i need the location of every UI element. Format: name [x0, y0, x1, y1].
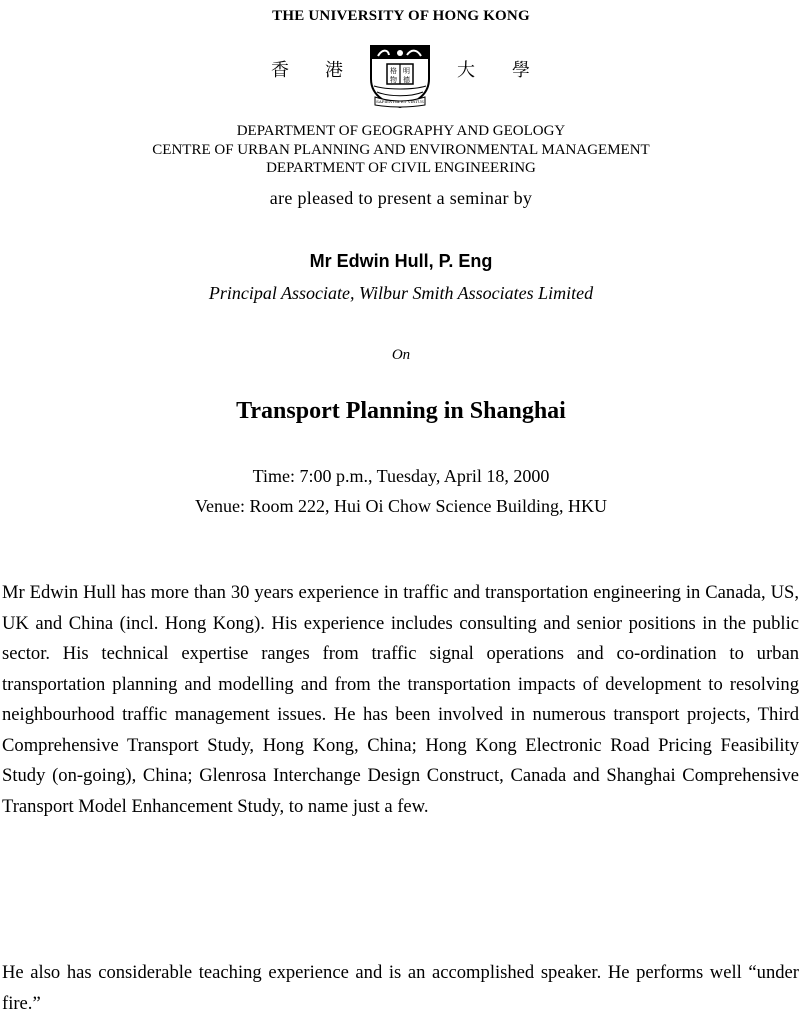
chinese-char-4: 學 [512, 60, 530, 81]
on-label: On [391, 347, 411, 363]
speaker-role: Principal Associate, Wilbur Smith Associates Limited [208, 283, 594, 303]
seminar-title: Transport Planning in Shanghai [236, 398, 566, 424]
chinese-char-2: 港 [325, 60, 343, 81]
university-name: THE UNIVERSITY OF HONG KONG [272, 8, 530, 24]
department-geography: DEPARTMENT OF GEOGRAPHY AND GEOLOGY [236, 123, 566, 139]
department-civil-engineering: DEPARTMENT OF CIVIL ENGINEERING [266, 160, 536, 176]
intro-line: are pleased to present a seminar by [269, 188, 533, 208]
crest-book-char-1: 格 [390, 67, 397, 75]
bio-paragraph-2: He also has considerable teaching experience and is an accomplished speaker. He performs well “under fire.” [2, 962, 799, 1014]
crest-motto: SAPIENTIA ET VIRTUS [376, 99, 424, 104]
bio-paragraph-1: Mr Edwin Hull has more than 30 years experience in traffic and transportation engineering in Canada, US, UK and China (incl. Hong Kong). His experience includes consulting and senior positions in the public sector. His technical expertise ranges from traffic signal operations and co-ordination to urban transportation planning and modelling and from the transportation impacts of development to resolving neighbourhood traffic management issues. He has been involved in numerous transport projects, Third Comprehensive Transport Study, Hong Kong, China; Hong Kong Electronic Road Pricing Feasibility Study (on-going), China; Glenrosa Interchange Design Construct, Canada and Shanghai Comprehensive Transport Model Enhancement Study, to name just a few. [2, 582, 799, 817]
department-urban-planning: CENTRE OF URBAN PLANNING AND ENVIRONMENTAL MANAGEMENT [152, 141, 650, 158]
chinese-char-3: 大 [457, 60, 475, 81]
seminar-time: Time: 7:00 p.m., Tuesday, April 18, 2000 [252, 466, 550, 486]
seminar-venue: Venue: Room 222, Hui Oi Chow Science Building, HKU [195, 496, 607, 516]
department-list [0, 122, 802, 178]
hku-crest-icon [367, 43, 433, 109]
speaker-name: Mr Edwin Hull, P. Eng [309, 251, 493, 271]
chinese-char-1: 香 [271, 60, 289, 81]
crest-book-char-4: 德 [403, 76, 410, 84]
crest-book-char-3: 物 [390, 76, 397, 84]
crest-book-char-2: 明 [403, 67, 410, 75]
